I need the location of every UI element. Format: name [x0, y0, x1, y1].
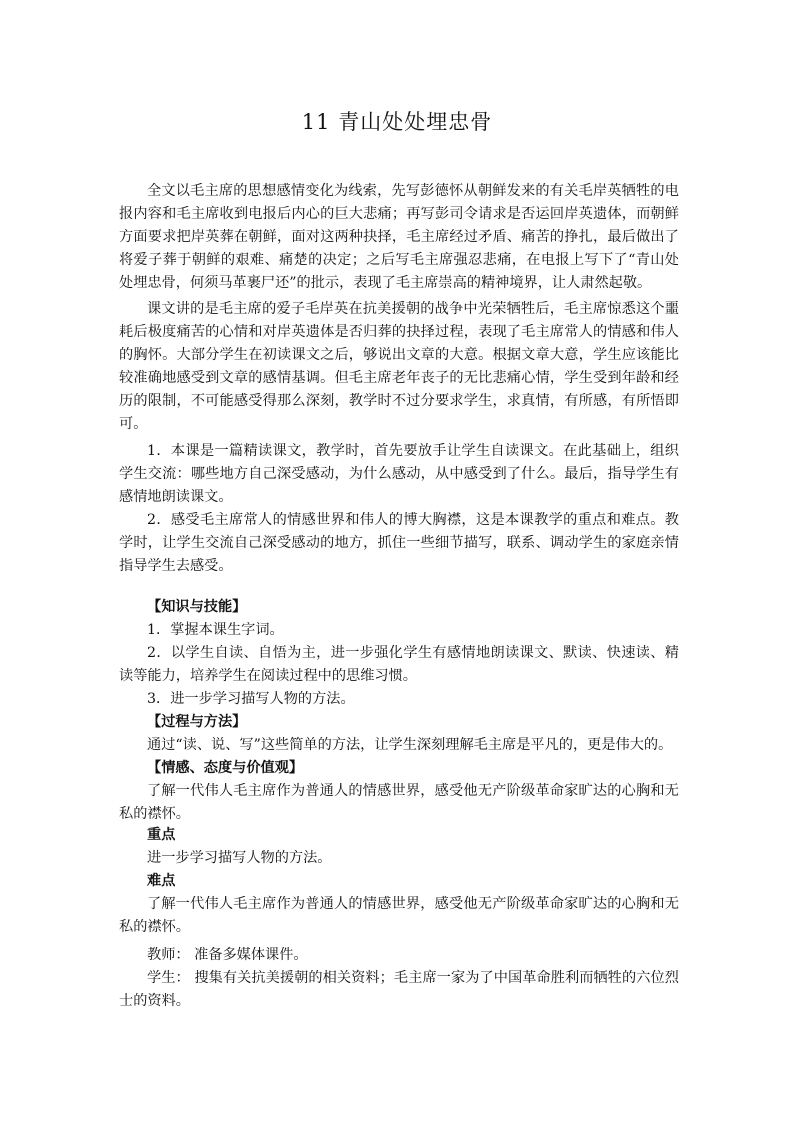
knowledge-heading: 【知识与技能】 [147, 599, 247, 615]
difficult-text: 了解一代伟人毛主席作为普通人的情感世界，感受他无产阶级革命家旷达的心胸和无私的襟怀。 [119, 896, 679, 935]
teacher-text: 准备多媒体课件。 [194, 947, 308, 963]
teaching-points-section [119, 440, 679, 578]
emotion-heading: 【情感、态度与价值观】 [147, 760, 304, 776]
emotion-text: 了解一代伟人毛主席作为普通人的情感世界，感受他无产阶级革命家旷达的心胸和无私的襟怀。 [119, 783, 679, 822]
student-prep [119, 967, 679, 1013]
teaching-point-1: 1．本课是一篇精读课文，教学时，首先要放手让学生自读课文。在此基础上，组织学生交流：哪些地方自己深受感动，为什么感动，从中感受到了什么。最后，指导学生有感情地朗读课文。 [119, 443, 679, 505]
lesson-summary-section [119, 298, 679, 436]
intro-paragraph-1: 全文以毛主席的思想感情变化为线索，先写彭德怀从朝鲜发来的有关毛岸英牺牲的电报内容和毛主席收到电报后内心的巨大悲痛；再写彭司令请求是否运回岸英遗体，而朝鲜方面要求把岸英葬在朝鲜，面对这两种抉择，毛主席经过矛盾、痛苦的挣扎，最后做出了将爱子葬于朝鲜的艰难、痛楚的决定；之后写毛主席强忍悲痛，在电报上写下了“青山处处埋忠骨，何须马革裹尸还”的批示，表现了毛主席崇高的精神境界，让人肃然起敬。 [119, 183, 679, 291]
teaching-point-2: 2．感受毛主席常人的情感世界和伟人的博大胸襟，这是本课教学的重点和难点。教学时，让学生交流自己深受感动的地方，抓住一些细节描写，联系、调动学生的家庭亲情指导学生去感受。 [119, 512, 679, 574]
knowledge-item-3: 3．进一步学习描写人物的方法。 [147, 691, 355, 707]
page-title: 11 青山处处埋忠骨 [301, 110, 493, 134]
key-label: 重点 [147, 827, 176, 843]
student-text: 搜集有关抗美援朝的相关资料；毛主席一家为了中国革命胜利而牺牲的六位烈士的资料。 [119, 970, 679, 1009]
process-text: 通过“读、说、写”这些简单的方法，让学生深刻理解毛主席是平凡的，更是伟大的。 [147, 737, 673, 753]
key-points-section [119, 824, 679, 939]
preparation-section [119, 944, 679, 1013]
key-text: 进一步学习描写人物的方法。 [147, 850, 332, 866]
knowledge-item-2: 2．以学生自读、自悟为主，进一步强化学生有感情地朗读课文、默读、快速读、精读等能力，培养学生在阅读过程中的思维习惯。 [119, 645, 679, 684]
student-label: 学生： [147, 970, 190, 986]
knowledge-item-1: 1．掌握本课生字词。 [147, 622, 284, 638]
teacher-prep [119, 944, 679, 967]
teacher-label: 教师： [147, 947, 190, 963]
difficult-label: 难点 [147, 873, 176, 889]
objectives-section [119, 596, 679, 826]
intro-section [119, 180, 679, 295]
intro-paragraph-2: 课文讲的是毛主席的爱子毛岸英在抗美援朝的战争中光荣牺牲后，毛主席惊悉这个噩耗后极度痛苦的心情和对岸英遗体是否归葬的抉择过程，表现了毛主席常人的情感和伟人的胸怀。大部分学生在初读课文之后，够说出文章的大意。根据文章大意，学生应该能比较准确地感受到文章的感情基调。但毛主席老年丧子的无比悲痛心情，学生受到年龄和经历的限制，不可能感受得那么深刻，教学时不过分要求学生，求真情，有所感，有所悟即可。 [119, 301, 679, 432]
process-heading: 【过程与方法】 [147, 714, 247, 730]
